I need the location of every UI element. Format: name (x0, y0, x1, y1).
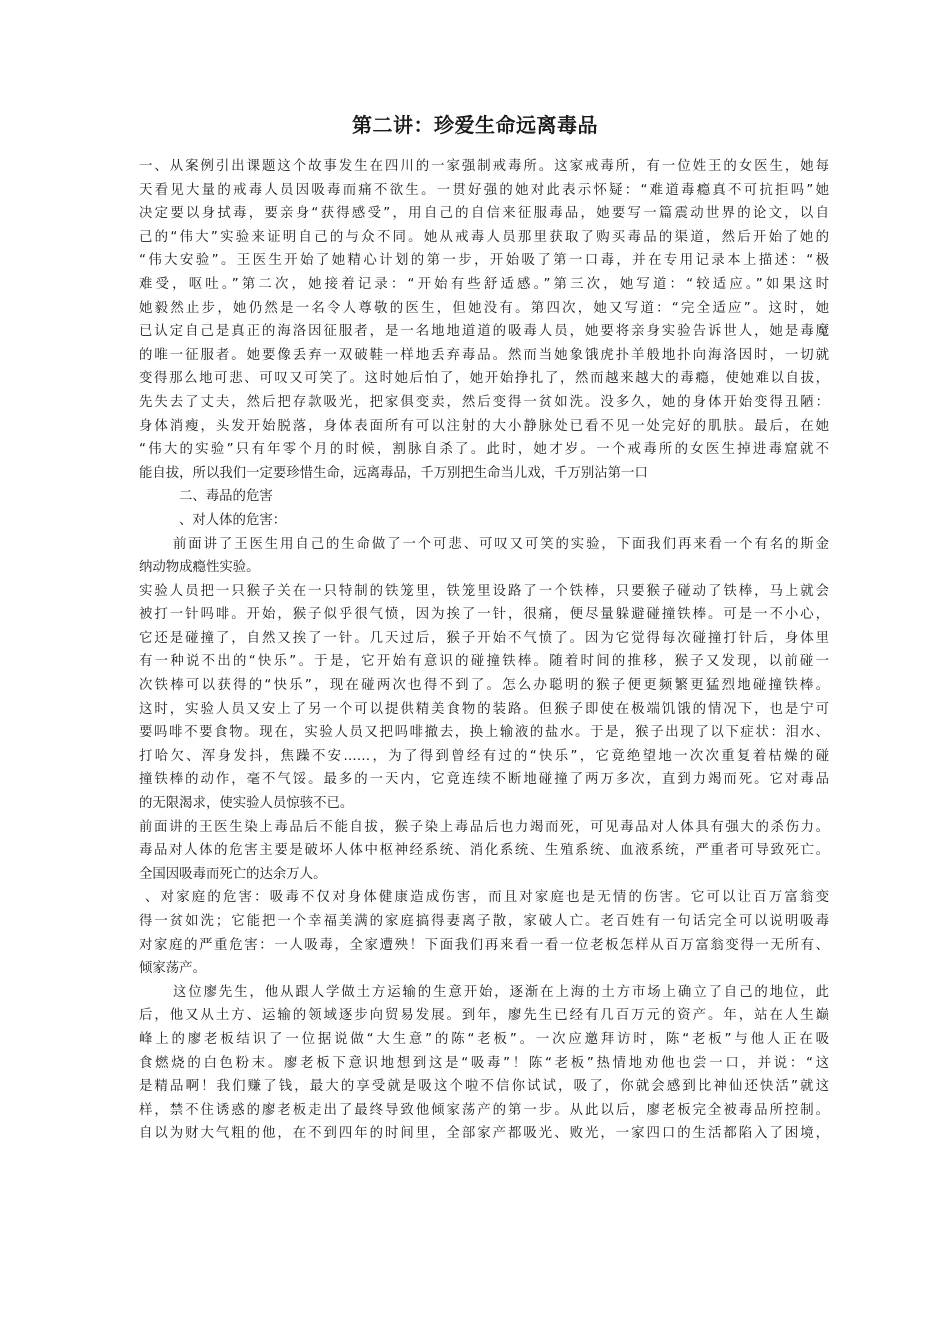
text-line: 食燃烧的白色粉末。廖老板下意识地想到这是“吸毒”！陈“老板”热情地劝他也尝一口，并说：“这 (139, 1055, 829, 1071)
text-line: 撞铁棒的动作，毫不气馁。最多的一天内，它竟连续不断地碰撞了两万多次，直到力竭而死。它对毒品 (139, 772, 829, 788)
text-line: 后，他又从土方、运输的领域逐步向贸易发展。到年，廖先生已经有几百万元的资产。年，站在人生巅 (139, 1008, 829, 1024)
text-line: 难受，呕吐。”第二次，她接着记录：“开始有些舒适感。”第三次，她写道：“较适应。”如果这时 (139, 276, 829, 292)
text-line: 这位廖先生，他从跟人学做土方运输的生意开始，逐渐在上海的土方市场上确立了自己的地位，此 (173, 984, 829, 1000)
text-line: 样，禁不住诱惑的廖老板走出了最终导致他倾家荡产的第一步。从此以后，廖老板完全被毒品所控制。 (139, 1102, 829, 1118)
text-line: 倾家荡产。 (139, 961, 206, 977)
text-line: 有一种说不出的“快乐”。于是，它开始有意识的碰撞铁棒。随着时间的推移，猴子又发现，以前碰一 (139, 654, 829, 670)
text-line: 一、从案例引出课题这个故事发生在四川的一家强制戒毒所。这家戒毒所，有一位姓王的女医生，她每 (139, 159, 829, 174)
text-line: 她毅然止步，她仍然是一名令人尊敬的医生，但她没有。第四次，她又写道：“完全适应”。这时，她 (139, 300, 829, 316)
text-line: 全国因吸毒而死亡的达余万人。 (139, 866, 327, 882)
section-heading: 二、毒品的危害 (179, 489, 273, 505)
text-line: 天看见大量的戒毒人员因吸毒而痛不欲生。一贯好强的她对此表示怀疑：“难道毒瘾真不可抗拒吗”她 (139, 182, 829, 198)
text-line: “伟大的实验”只有年零个月的时候，割脉自杀了。此时，她才岁。一个戒毒所的女医生掉进毒窟就不 (139, 442, 829, 458)
text-line: 前面讲了王医生用自己的生命做了一个可悲、可叹又可笑的实验，下面我们再来看一个有名的斯金 (173, 536, 829, 552)
text-line: 这时，实验人员又安上了另一个可以提供精美食物的装路。但猴子即使在极端饥饿的情况下，也是宁可 (139, 701, 829, 717)
text-line: 能自拔，所以我们一定要珍惜生命，远离毒品，千万别把生命当儿戏，千万别沾第一口 (139, 465, 648, 481)
text-line: 自以为财大气粗的他，在不到四年的时间里，全部家产都吸光、败光，一家四口的生活都陷入了困境， (139, 1126, 829, 1142)
text-line: 峰上的廖老板结识了一位据说做“大生意”的陈“老板”。一次应邀拜访时，陈“老板”与他人正在吸 (139, 1031, 829, 1047)
page-title: 第二讲：珍爱生命远离毒品 (352, 113, 598, 137)
text-line: 变得那么地可悲、可叹又可笑了。这时她后怕了，她开始挣扎了，然而越来越大的毒瘾，使她难以自拔， (139, 371, 829, 387)
text-line: 决定要以身拭毒，要亲身“获得感受”，用自己的自信来征服毒品，她要写一篇震动世界的论文，以自 (139, 206, 829, 222)
text-line: 纳动物成瘾性实验。 (139, 560, 260, 576)
subsection-heading: 、对家庭的危害：吸毒不仅对身体健康造成伤害，而且对家庭也是无情的伤害。它可以让百万富翁变 (145, 890, 829, 906)
text-line: 对家庭的严重危害：一人吸毒，全家遭殃！下面我们再来看一看一位老板怎样从百万富翁变得一无所有、 (139, 937, 829, 953)
text-line: 实验人员把一只猴子关在一只特制的铁笼里，铁笼里设路了一个铁棒，只要猴子碰动了铁棒，马上就会 (139, 583, 829, 599)
subsection-heading: 、对人体的危害： (179, 512, 287, 528)
text-line: 是精品啊！我们赚了钱，最大的享受就是吸这个啦不信你试试，吸了，你就会感到比神仙还快活”就这 (139, 1079, 829, 1095)
text-line: 要吗啡不要食物。现在，实验人员又把吗啡撤去，换上输液的盐水。于是，猴子出现了以下症状：泪水、 (139, 725, 829, 741)
text-line: 已认定自己是真正的海洛因征服者，是一名地地道道的吸毒人员，她要将亲身实验告诉世人，她是毒魔 (139, 324, 829, 340)
text-line: 被打一针吗啡。开始，猴子似乎很气愤，因为挨了一针，很痛，便尽量躲避碰撞铁棒。可是一不小心， (139, 607, 829, 623)
text-line: 得一贫如洗；它能把一个幸福美满的家庭搞得妻离子散，家破人亡。老百姓有一句话完全可以说明吸毒 (139, 914, 829, 929)
text-line: 的唯一征服者。她要像丢弃一双破鞋一样地丢弃毒品。然而当她象饿虎扑羊般地扑向海洛因时，一切就 (139, 347, 829, 363)
text-line: 毒品对人体的危害主要是破坏人体中枢神经系统、消化系统、生殖系统、血液系统，严重者可导致死亡。 (139, 843, 829, 859)
text-line: 先失去了丈夫，然后把存款吸光，把家俱变卖，然后变得一贫如洗。没多久，她的身体开始变得丑陋： (139, 394, 829, 410)
document-body (139, 155, 829, 1146)
text-line: “伟大安验”。王医生开始了她精心计划的第一步，开始吸了第一口毒，并在专用记录本上描述：“极 (139, 253, 829, 269)
text-line: 身体消瘦，头发开始脱落，身体表面所有可以注射的大小静脉处已看不见一处完好的肌肤。最后，在她 (139, 418, 829, 434)
text-line: 前面讲的王医生染上毒品后不能自拔，猴子染上毒品后也力竭而死，可见毒品对人体具有强大的杀伤力。 (139, 819, 829, 835)
text-line: 次铁棒可以获得的“快乐”，现在碰两次也得不到了。怎么办聪明的猴子便更频繁更猛烈地碰撞铁棒。 (139, 678, 829, 694)
text-line: 它还是碰撞了，自然又挨了一针。几天过后，猴子开始不气愤了。因为它觉得每次碰撞打针后，身体里 (139, 630, 829, 646)
text-line: 的无限渴求，使实验人员惊骇不已。 (139, 796, 354, 812)
text-line: 打哈欠、浑身发抖，焦躁不安……，为了得到曾经有过的“快乐”，它竟绝望地一次次重复着枯燥的碰 (139, 748, 829, 764)
text-line: 己的“伟大”实验来证明自己的与众不同。她从戒毒人员那里获取了购买毒品的渠道，然后开始了她的 (139, 229, 829, 245)
